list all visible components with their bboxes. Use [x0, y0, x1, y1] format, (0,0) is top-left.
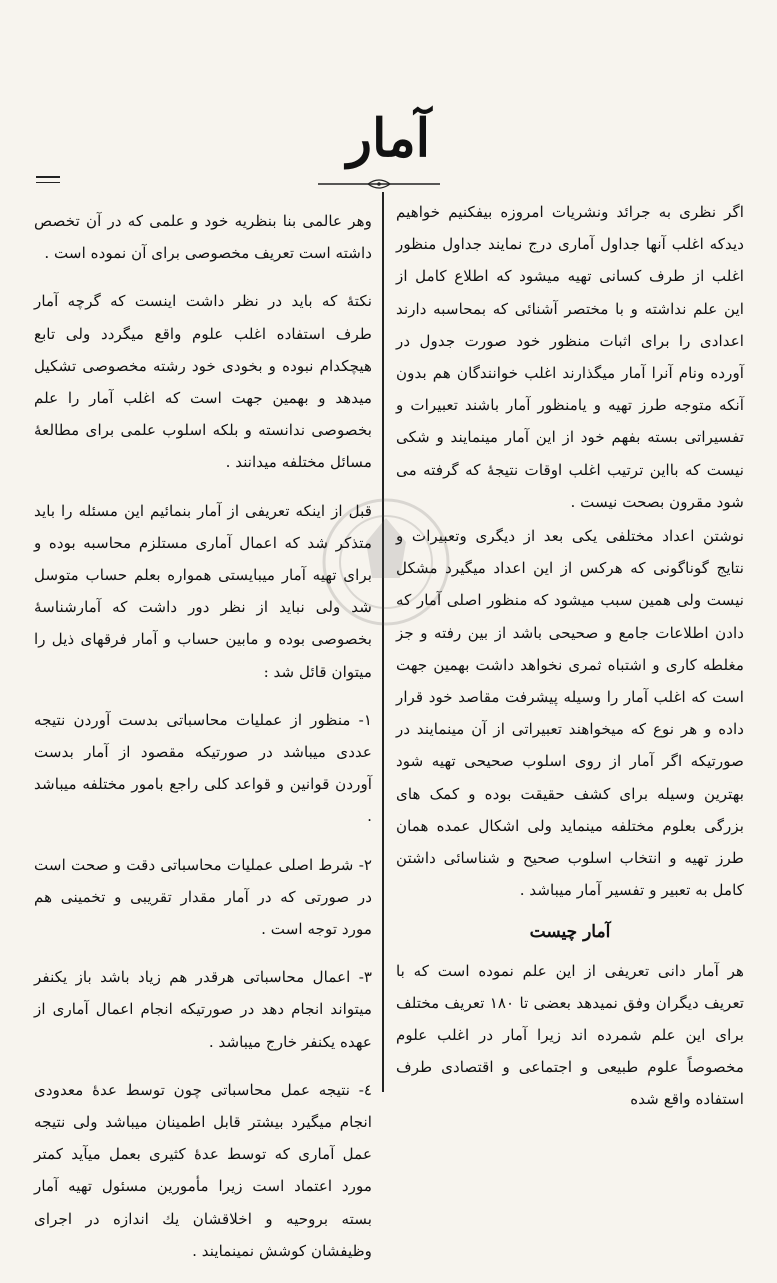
paragraph: نوشتن اعداد مختلفی یکی بعد از دیگری وتعبیرات و نتایج گوناگونی که هرکس از این اعداد میگیرد مشکل نیست ولی همین سبب میشود که منظور اصلی آمار که دادن اطلاعات جامع و صحیحی باشد از بین رفته و جز مغلطه کاری و اشتباه ثمری نخواهد داشت بهمین جهت است که اغلب آمار را وسیله پیشرفت مقاصد خود قرار داده و هر نوع که میخواهند تعبیراتی از آن مینمایند در صورتیکه اگر آمار از روی اسلوب صحیحی تهیه شود بهترین وسیله برای کشف حقیقت بوده و کمک های بزرگی بعلوم مختلفه مینماید ولی اشکال عمده همان طرز تهیه و انتخاب اسلوب صحیح و شناسائی داشتن کامل به تعبیر و تفسیر آمار میباشد .	[396, 527, 744, 900]
paragraph: قبل از اینکه تعریفی از آمار بنمائیم این مسئله را باید متذکر شد که اعمال آماری مستلزم محاسبه بوده و برای تهیه آمار میبایستی همواره بعلم حساب متوسل شد ولی نباید از نظر دور داشت که آمارشناسۀ بخصوصی بوده و مابین حساب و آمار فرقهای ذیل را میتوان قائل شد :	[34, 501, 372, 681]
list-item: ۱- منظور از عملیات محاسباتی بدست آوردن نتیجه عددی میباشد در صورتیکه مقصود از آمار بدست آوردن قوانین و قواعد کلی راجع بامور مختلفه میباشد .	[34, 710, 372, 826]
right-column	[396, 196, 744, 1118]
section-heading: آمار چیست	[529, 922, 611, 943]
paragraph: وهر عالمی بنا بنظریه خود و علمی که در آن تخصص داشته است تعریف مخصوصی برای آن نموده است .	[34, 212, 372, 263]
page-title: آمار	[346, 108, 431, 169]
left-column	[34, 205, 372, 1283]
title-ornament	[318, 178, 440, 190]
list-item: ٤- نتیجه عمل محاسباتی چون توسط عدۀ معدودی انجام میگیرد بیشتر قابل اطمینان میباشد ولی نتیجه عمل آماری که توسط عدۀ کثیری بعمل میآید کمتر مورد اعتماد است زیرا مأمورین مسئول تهیه آمار بسته بروحیه و اخلاقشان یك اندازه در اجرای وظیفشان کوشش نمینمایند .	[34, 1080, 372, 1260]
column-divider	[382, 192, 384, 1092]
list-item: ۲- شرط اصلی عملیات محاسباتی دقت و صحت است در صورتی که در آمار مقدار تقریبی و تخمینی هم مورد توجه است .	[34, 855, 372, 939]
paragraph: هر آمار دانی تعریفی از این علم نموده است که با تعریف دیگران وفق نمیدهد بعضی تا ۱۸۰ تعریف مختلف برای این علم شمرده اند زیرا آمار در اغلب علوم مخصوصاً علوم طبیعی و اجتماعی و اقتصادی طرف استفاده واقع شده	[396, 961, 744, 1109]
paragraph: اگر نظری به جرائد ونشریات امروزه بیفکنیم خواهیم دیدکه اغلب آنها جداول آماری درج نمایند جداول منظور اغلب از طرف کسانی تهیه میشود که اطلاع کامل از این علم نداشته و با مختصر آشنائی که بمحاسبه دارند اعدادی را برای اثبات منظور خود صورت جدول در آورده ونام آنرا آمار میگذارند اغلب خوانندگان هم بدون آنکه متوجه طرز تهیه و یامنظور آمار باشند تعبیرات و تفسیراتی بسته بفهم خود از این آمار مینمایند و شکی نیست که بااین ترتیب اغلب اوقات نتیجۀ که گرفته می شود مقرون بصحت نیست .	[396, 203, 744, 511]
paragraph: نکتۀ که باید در نظر داشت اینست که گرچه آمار طرف استفاده اغلب علوم واقع میگردد ولی تابع هیچکدام نبوده و بخودی خود رشته مخصوصی تشکیل میدهد و بهمین جهت است که اغلب آمار را علم بخصوصی ندانسته و بلکه اسلوب علمی برای مطالعۀ مسائل مختلفه میدانند .	[34, 292, 372, 472]
corner-rule	[36, 176, 60, 183]
list-item: ۳- اعمال محاسباتی هرقدر هم زیاد باشد باز یکنفر میتواند انجام دهد در صورتیکه انجام اعمال آماری از عهده یکنفر خارج میباشد .	[34, 968, 372, 1051]
